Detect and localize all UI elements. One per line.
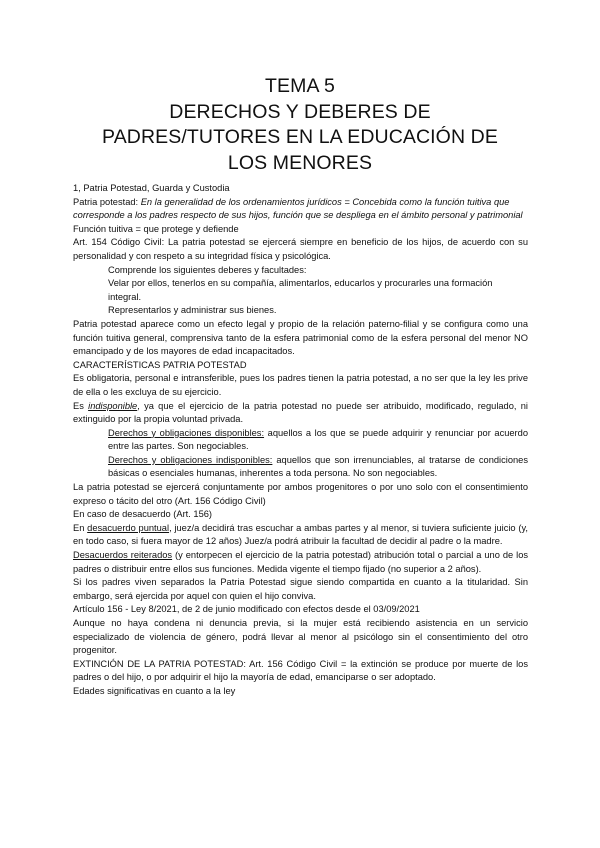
funcion-tuitiva: Función tuitiva = que protege y defiende [73, 223, 239, 234]
conjuntamente-paragraph: La patria potestad se ejercerá conjuntamente por ambos progenitores o por uno solo con el consentimiento expreso o tácito del otro (Art. 156 Código Civil) [73, 482, 528, 506]
indisponible-paragraph [73, 400, 528, 427]
extincion-paragraph: EXTINCIÓN DE LA PATRIA POTESTAD: Art. 156 Código Civil = la extinción se produce por muerte de los padres o del hijo, o por adquirir el hijo la mayoría de edad, emanciparse o ser adoptado. [73, 658, 528, 683]
comprende-line: Comprende los siguientes deberes y facultades: [108, 264, 307, 275]
title-line-4: LOS MENORES [227, 151, 373, 174]
representarlos-line: Representarlos y administrar sus bienes. [108, 305, 277, 316]
definition-label: Patria potestad: [73, 196, 141, 207]
disponibles-paragraph [73, 427, 528, 454]
indisponibles-text: aquellos que son irrenunciables, al tratarse de condiciones básicas o esenciales humanas, inherentes a toda persona. No son negociables. [108, 454, 528, 479]
indisponible-term: indisponible [88, 400, 138, 411]
title-line-1: TEMA 5 [265, 75, 335, 97]
puntual-term: desacuerdo puntual [87, 522, 170, 533]
indisponible-prefix: Es [73, 400, 89, 411]
document-title [60, 74, 540, 176]
title-line-3: PADRES/TUTORES EN LA EDUCACIÓN DE [102, 126, 498, 148]
indisponibles-paragraph [73, 454, 528, 481]
puntual-prefix: En [73, 522, 88, 533]
disponibles-term: Derechos y obligaciones disponibles: [108, 427, 265, 438]
title-line-2: DERECHOS Y DEBERES DE [169, 100, 431, 123]
desacuerdo-puntual-paragraph [73, 522, 528, 549]
puntual-text: , juez/a decidirá tras escuchar a ambas partes y al menor, si tuviera suficiente juicio (y, en todo caso, si fuera mayor de 12 años) Juez/a podrá atribuir la facultad de decidir al padre o la madre. [73, 522, 529, 547]
patria-potestad-definition [73, 196, 528, 223]
separados-paragraph: Si los padres viven separados la Patria Potestad sigue siendo compartida en cuanto a la titularidad. Sin embargo, será ejercida por aquel con quien el hijo conviva. [73, 577, 528, 601]
disponibles-text: aquellos a los que se puede adquirir y renunciar por acuerdo entre las partes. Son negociables. [108, 427, 528, 452]
section-heading: 1, Patria Potestad, Guarda y Custodia [73, 183, 230, 193]
edades-line: Edades significativas en cuanto a la ley [73, 685, 236, 696]
obligatoria-paragraph: Es obligatoria, personal e intransferible, pues los padres tienen la patria potestad, a no ser que la ley les prive de ella o les excluya de su ejercicio. [73, 373, 528, 397]
art-154-paragraph: Art. 154 Código Civil: La patria potestad se ejercerá siempre en beneficio de los hijos, de acuerdo con su personalidad y con respeto a su integridad física y psicológica. [73, 237, 528, 261]
document-body [73, 182, 528, 699]
aunque-paragraph: Aunque no haya condena ni denuncia previa, si la mujer está recibiendo asistencia en un servicio especializado de violencia de género, podrá llevar al menor al psicólogo sin el consentimiento del otro progenitor. [73, 618, 528, 656]
reiterados-text: (y entorpecen el ejercicio de la patria potestad) atribución total o parcial a uno de los padres o distribuir entre ellos sus funciones. Medida vigente el tiempo fijado (no superior a 2 años). [73, 550, 529, 574]
velar-line: Velar por ellos, tenerlos en su compañía, alimentarlos, educarlos y procurarles una formación integral. [108, 278, 493, 302]
indisponible-text: , ya que el ejercicio de la patria potestad no puede ser atribuido, modificado, regulado, ni extinguido por la propia voluntad privada. [73, 400, 528, 425]
indisponibles-term: Derechos y obligaciones indisponibles: [108, 454, 273, 465]
reiterados-term: Desacuerdos reiterados [73, 550, 173, 561]
desacuerdo-heading: En caso de desacuerdo (Art. 156) [73, 509, 213, 520]
caracteristicas-heading: CARACTERÍSTICAS PATRIA POTESTAD [73, 359, 247, 370]
ley-8-2021-line: Artículo 156 - Ley 8/2021, de 2 de junio modificado con efectos desde el 03/09/2021 [73, 604, 420, 615]
desacuerdos-reiterados-paragraph [73, 549, 528, 576]
efecto-legal-paragraph: Patria potestad aparece como un efecto legal y propio de la relación paterno-filial y se configura como una función tuitiva general, comprensiva tanto de la esfera patrimonial como de la esfera personal del menor NO emancipado y de los mayores de edad incapacitados. [73, 318, 528, 357]
definition-text: En la generalidad de los ordenamientos jurídicos = Concebida como la función tuitiva que corresponde a los padres respecto de sus hijos, función que se despliega en el ámbito personal y patrimonial [73, 196, 523, 221]
